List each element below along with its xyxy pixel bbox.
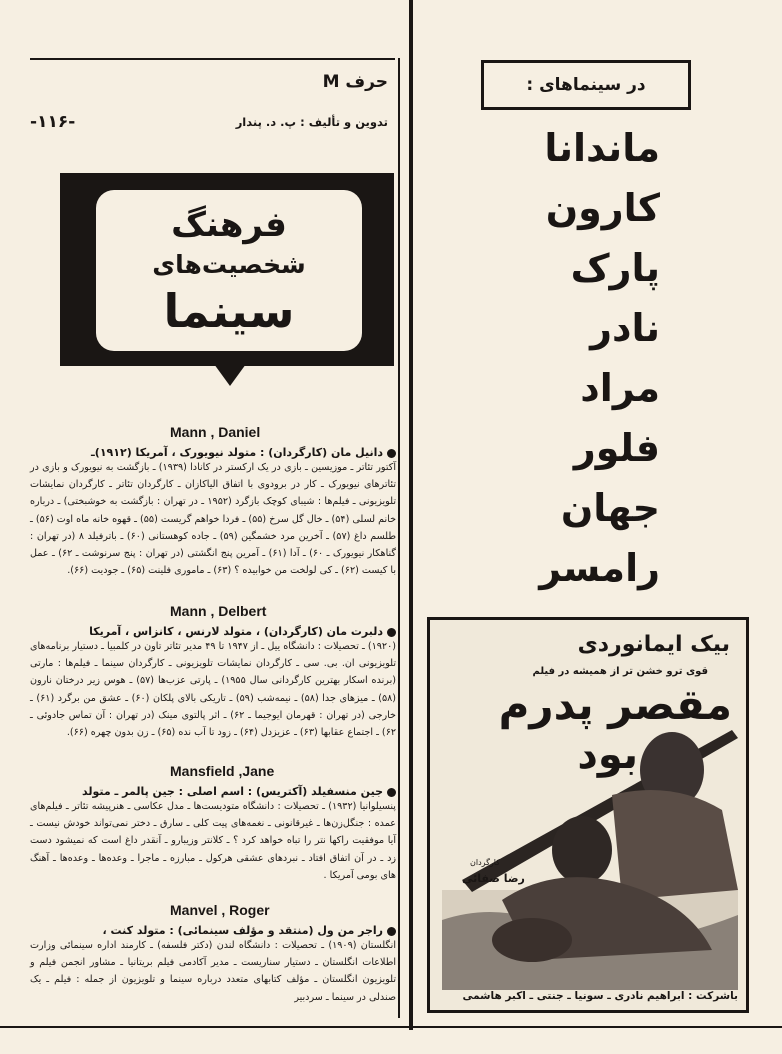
cinema-name: پارک xyxy=(570,246,660,290)
entry-heading xyxy=(30,924,396,937)
entry-mann-delbert xyxy=(30,603,396,741)
footer-rule xyxy=(0,1026,782,1028)
cinema-name: نادر xyxy=(590,306,660,350)
left-column-rule xyxy=(398,58,400,1018)
film-poster xyxy=(427,617,749,1013)
poster-star-name: بیک ایمانوردی xyxy=(577,632,730,657)
entry-mann-daniel xyxy=(30,424,396,579)
entry-heading-text: جین منسفیلد (آکتریس) : اسم اصلی : جین پالمر ـ متولد xyxy=(82,785,383,798)
poster-cast: باشرکت : ابراهیم نادری ـ سونیا ـ جنتی ـ اکبر هاشمی xyxy=(462,990,738,1002)
column-divider xyxy=(409,0,413,1030)
entry-heading-text: راجر من ول (منتقد و مؤلف سینمائی) : متولد کنت ، xyxy=(102,924,383,937)
entry-body: آکتور تئاتر ـ موزیسین ـ بازی در یک ارکستر در کانادا (۱۹۳۹) ـ بازگشت به نیویورک و بازی در تئاترهای نیویورک ـ کار در برودوی با اتفاق الیاکازان ـ کارگردان تئاتر ـ کارگردان نمایشات تلویزیونی ـ فیلم‌ها : شیبای کوچک بازگرد (۱۹۵۲ ـ در تهران : بازگشت به خوشبختی) ـ درباره خانم لسلی (۵۴) ـ خال گل سرخ (۵۵) ـ فردا خواهم گریست (۵۵) ـ قهوه خانه ماه اوت (۵۶) ـ طلسم داغ (۵۷) ـ آخرین مرد خشمگین (۵۹) ـ جاده کوهستانی (۶۰) ـ باترفیلد ۸ (در تهران : گناهکار نیویورک ـ ۶۰) ـ آدا (۶۱) ـ آمرین پنج انگشتی (در تهران : پنج سرنوشت ـ ۶۲) ـ عمل با کیست (۶۲) ـ کی لولخت من خوابیده ؟ (۶۳) ـ ماموری فلینت (۶۵) ـ جودیت (۶۶). xyxy=(30,462,397,577)
entry-heading-text: دلبرت مان (کارگردان) ، متولد لارنس ، کانزاس ، آمریکا xyxy=(89,625,383,638)
cinema-name: مراد xyxy=(580,366,660,410)
logo-line-3: سینما xyxy=(163,283,295,338)
page-number: -۱۱۶- xyxy=(30,112,76,132)
cinema-name: ماندانا xyxy=(544,126,660,170)
poster-director: رضا صفائی xyxy=(462,872,525,885)
entry-body: پنسیلوانیا (۱۹۳۲) ـ تحصیلات : دانشگاه متودیست‌ها ـ مدل عکاسی ـ هنرپیشه تئاتر ـ فیلم‌های عمده : جنگل‌زن‌ها ـ غیرقانونی ـ نغمه‌های پیت کلی ـ سارق ـ دختر نمی‌تواند خودش نیست ـ آیا موفقیت راکها نتر را تباه خواهد کرد ؟ ـ کلانتر وزیبارو ـ آنقدر داغ است که نمیشود دست زد ـ در آن اتفاق افتاد ـ نبردهای عشقی هرکول ـ مبارزه ـ ماجرا ـ وعده‌ها ـ وعده‌ها ـ آهنگ های بومی آمریکا . xyxy=(30,801,396,881)
header-rule xyxy=(30,58,395,60)
poster-title-line-2: بود xyxy=(577,732,638,778)
logo-pointer xyxy=(214,364,246,386)
logo-line-2: شخصیت‌های xyxy=(152,249,306,279)
logo-line-1: فرهنگ xyxy=(171,204,287,245)
entry-heading xyxy=(30,785,396,798)
bullet-icon xyxy=(387,788,396,797)
entry-name-en: Mansfield ,Jane xyxy=(170,763,275,779)
entry-mansfield-jane xyxy=(30,763,396,884)
section-letter: حرف M xyxy=(322,72,388,92)
poster-title: مقصر پدرم xyxy=(498,680,732,729)
cinemas-heading: در سینماهای : xyxy=(481,60,691,110)
poster-tagline: قوی ترو خشن تر از همیشه در فیلم xyxy=(532,666,708,677)
entry-body: انگلستان (۱۹۰۹) ـ تحصیلات : دانشگاه لندن (دکتر فلسفه) ـ کارمند اداره سینمائی وزارت اطلاعات انگلستان ـ دستیار سناریست ـ مدیر آکادمی فیلم بریتانیا ـ مشاور انجمن فیلم و تلویزیون انگلستان ـ مؤلف کتابهای متعدد درباره سینما و تلویزیون از جمله : فیلم ـ یک صندلی در سینما ـ سردبیر xyxy=(30,940,397,1003)
entry-heading-text: دانیل مان (کارگردان) : متولد نیویورک ، آمریکا (۱۹۱۲)ـ xyxy=(91,446,383,459)
entry-name-en: Manvel , Roger xyxy=(170,902,270,918)
entry-manvel-roger xyxy=(30,902,396,1006)
cinema-name: کارون xyxy=(545,186,660,230)
cinema-name: رامسر xyxy=(539,546,660,590)
entry-name-en: Mann , Delbert xyxy=(170,603,267,619)
poster-director-label: کارگردان xyxy=(470,858,500,867)
cinema-name: جهان xyxy=(560,486,660,530)
bullet-icon xyxy=(387,927,396,936)
editor-credit: تدوین و تألیف : پ. د. پندار xyxy=(235,115,388,129)
dictionary-logo xyxy=(60,173,394,366)
logo-panel xyxy=(96,190,362,351)
entry-body: (۱۹۲۰) ـ تحصیلات : دانشگاه ییل ـ از ۱۹۴۷ تا ۴۹ مدیر تئاتر تاون در کلمبیا ـ دستیار برنامه‌های تلویزیونی ان. بی. سی ـ کارگردان نمایشات تلویزیونی ـ کارگردان سینما ـ فیلم‌ها : مارتی (برنده اسکار بهترین کارگردانی سال ۱۹۵۵) ـ پارتی عزب‌ها (۵۷) ـ هوس زیر درختان نارون (۵۸) ـ میزهای جدا (۵۸) ـ نیمه‌شب (۵۹) ـ تاریکی بالای پلکان (۶۰) ـ عشق من برگرد (۶۱) ـ خارجی (در تهران : قهرمان ایوجیما ـ ۶۲) ـ اثر پالتوی مینک (در تهران : آن تماس جادوئی ـ ۶۲) ـ اجتماع عقابها (۶۳) ـ عزیزدل (۶۴) ـ زود تا آب نده (۶۵) ـ زن بدون چهره (۶۶). xyxy=(30,641,396,739)
entry-name-en: Mann , Daniel xyxy=(170,424,261,440)
bullet-icon xyxy=(387,449,396,458)
bullet-icon xyxy=(387,628,396,637)
entry-heading xyxy=(30,625,396,638)
cinema-list xyxy=(500,118,660,598)
cinema-name: فلور xyxy=(573,426,660,470)
entry-heading xyxy=(30,446,396,459)
